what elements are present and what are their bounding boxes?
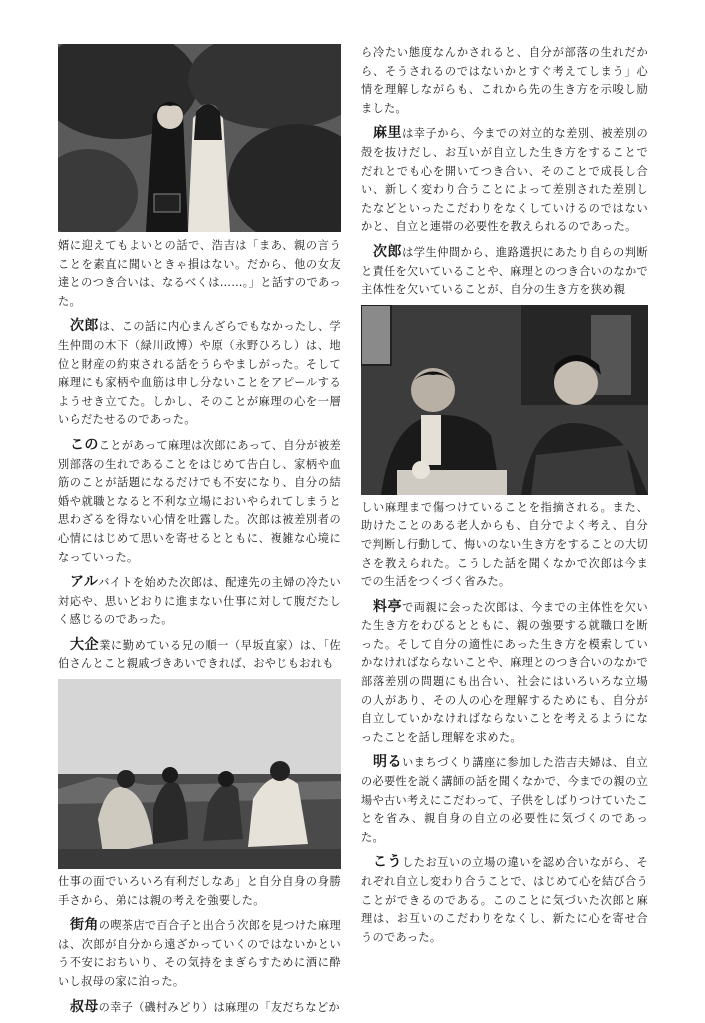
paragraph [361,753,648,847]
lead-word: 大企 [70,636,100,653]
paragraph [361,853,648,947]
paragraph-text: の幸子（磯村みどり）は麻理の「友だちなどか [98,1000,340,1014]
right-column [361,44,648,953]
lead-word: アル [70,574,99,591]
paragraph [58,916,341,991]
paragraph: しい麻理まで傷つけていることを指摘される。また、助けたことのある老人からも、自分でよく考え、自分で判断し行動して、悔いのない生き方をすることの大切さを教えられた。こうした話を聞くなかで次郎は今までの生活をつくづく省みた。 [361,500,648,589]
paragraph-text: ことがあって麻理は次郎にあって、自分が被差別部落の生れであることをはじめて告白し、家柄や血筋のことが話題になるだけでも不安になり、自分の結婚や就職となると不利な立場においやられてしまうと思わざるを得ない心情を吐露した。次郎は被差別者の心情にはじめて思いを寄せるとともに、複雑な心境になっていった。 [58,438,341,564]
lead-word: 次郎 [373,243,403,260]
photo-group-on-grass [58,679,341,869]
photo-two-women-garden [58,44,341,232]
left-column [58,44,341,1023]
paragraph [58,436,341,567]
lead-word: 明る [373,754,403,771]
paragraph-text: 業に勤めている兄の順一（早坂直家）は、「佐伯さんとこと親戚づきあいできれば、おやじもおれも [58,638,341,671]
lead-word: 街角 [70,917,99,934]
paragraph [361,598,648,748]
paragraph-text: バイトを始めた次郎は、配達先の主婦の冷たい対応や、思いどおりに進まない仕事に対して腹だたしく感じるのであった。 [58,576,341,627]
paragraph: 仕事の面でいろいろ有利だしなあ」と自分自身の身勝手さから、弟には親の考えを強要した。 [58,875,341,907]
paragraph-text: いまちづくり講座に参加した浩吉夫婦は、自立の必要性を説く講師の話を聞くなかで、今までの親の立場や古い考えにこだわって、子供をしばりつけていたことを省み、親自身の自立の必要性に気づくのであった。 [361,756,648,844]
paragraph [58,636,341,674]
paragraph: ら冷たい態度なんかされると、自分が部落の生れだから、そうされるのではないかとすぐ考えてしまう」心情を理解しながらも、これから先の生き方を示唆し励ました。 [361,46,648,115]
paragraph-text: は幸子から、今までの対立的な差別、被差別の殻を抜けだし、お互いが自立した生き方をすることでだれとでも心を開いてつき合い、そのことで成長し合い、新しく変わり合うことによって差別された差別したなどといったこだわりをなくしていけるのではないかと、自立と連帯の必要性を教えられるのであった。 [361,127,648,234]
paragraph [361,124,648,237]
lead-word: 料亭 [373,598,403,615]
paragraph [58,317,341,430]
paragraph [361,243,648,300]
lead-word: 次郎 [70,318,99,335]
lead-word: 叔母 [70,998,99,1015]
paragraph-text: は、この話に内心まんざらでもなかったし、学生仲間の木下（緑川政博）や原（永野ひろし）は、地位と財産の約束される話をうらやましがった。そして麻理にも家柄や血筋は申し分ないことをアピールするようせき立てた。しかし、そのことが麻理の心を一層いらだたせるのであった。 [58,320,341,427]
paragraph-text: で両親に会った次郎は、今までの主体性を欠いた生き方をわびるとともに、親の強要する就職口を断った。そして自分の適性にあった生き方を模索していかなければならないことや、麻理とのつき合いのなかで部落差別の問題にも出合い、社会にはいろいろな立場の人があり、その人の心を理解するためにも、自分が自立していかなければならないことを考えるようになったことを話し理解を求めた。 [361,600,648,744]
paragraph-text: は学生仲間から、進路選択にあたり自らの判断と責任を欠いていることや、麻理とのつき合いのなかで主体性を欠いていることが、自分の生き方を狭め親 [361,245,648,297]
lead-word: この [70,436,99,453]
photo-man-and-woman-interior [361,305,648,495]
lead-word: 麻里 [373,125,403,142]
paragraph: 婿に迎えてもよいとの話で、浩吉は「まあ、親の言うことを素直に聞いときゃ損はない。だから、他の女友達とのつき合いは、なるべくは……。」と話すのであった。 [58,239,341,308]
paragraph-text: の喫茶店で百合子と出合う次郎を見つけた麻理は、次郎が自分から遠ざかっていくのではないかという不安におちいり、その気持をまぎらすために酒に酔いし叔母の家に泊った。 [58,919,341,989]
paragraph-text: したお互いの立場の違いを認め合いながら、それぞれ自立し変わり合うことで、はじめて心を結び合うことができるのである。このことに気づいた次郎と麻理は、お互いのこだわりをなくし、新たに心を寄せ合うのであった。 [361,856,648,944]
lead-word: こう [373,854,403,871]
paragraph [58,573,341,630]
